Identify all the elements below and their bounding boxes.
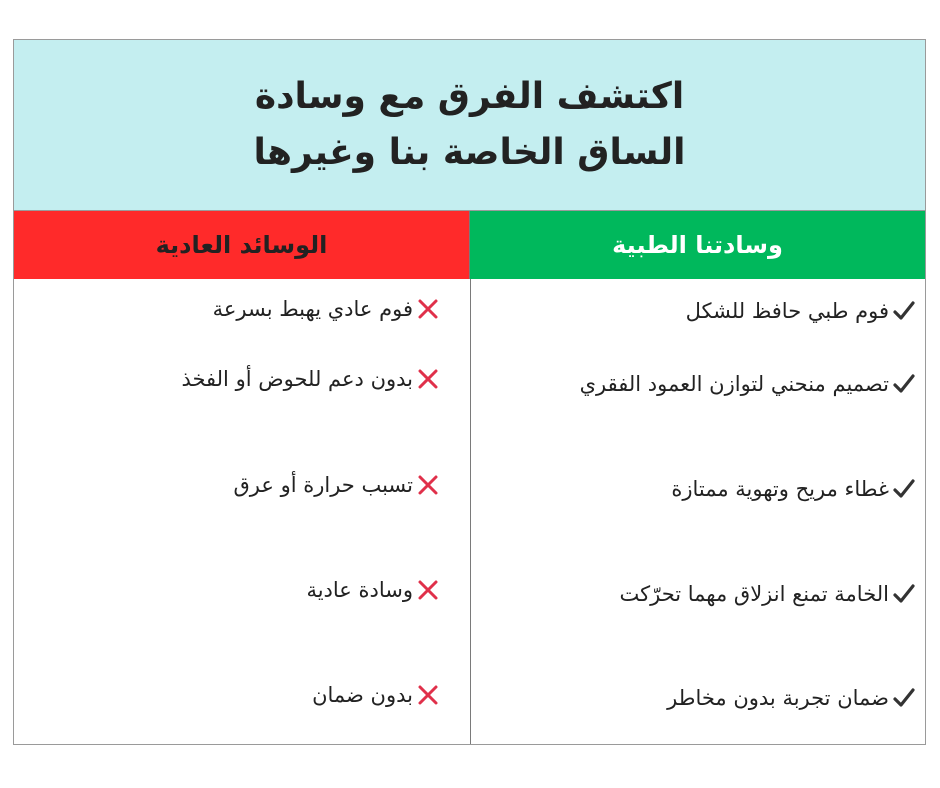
ours-list-item xyxy=(686,298,917,324)
regular-item-text: تسبب حرارة أو عرق xyxy=(233,473,413,497)
comparison-table xyxy=(13,39,926,745)
column-divider xyxy=(470,279,471,744)
cross-icon xyxy=(415,366,441,392)
check-icon xyxy=(891,581,917,607)
check-icon xyxy=(891,298,917,324)
regular-header-label: الوسائد العادية xyxy=(155,231,328,259)
check-icon xyxy=(891,476,917,502)
ours-item-text: ضمان تجربة بدون مخاطر xyxy=(667,686,889,710)
regular-item-text: بدون دعم للحوض أو الفخذ xyxy=(181,367,413,391)
ours-list-item xyxy=(667,685,917,711)
ours-header-label: وسادتنا الطبية xyxy=(612,231,783,259)
regular-item-text: فوم عادي يهبط بسرعة xyxy=(212,297,413,321)
ours-list-item xyxy=(671,476,917,502)
check-icon xyxy=(891,685,917,711)
title-line-1: اكتشف الفرق مع وسادة xyxy=(254,76,685,117)
page-title xyxy=(254,69,686,181)
ours-list-item xyxy=(619,581,917,607)
ours-item-text: الخامة تمنع انزلاق مهما تحرّكت xyxy=(619,582,889,606)
regular-list-item xyxy=(234,472,442,498)
regular-list-item xyxy=(306,577,441,603)
ours-item-text: فوم طبي حافظ للشكل xyxy=(685,299,889,323)
cross-icon xyxy=(415,682,441,708)
ours-list-item xyxy=(580,371,917,397)
cross-icon xyxy=(415,296,441,322)
regular-list-item xyxy=(213,296,441,322)
regular-item-text: بدون ضمان xyxy=(312,683,413,707)
ours-item-text: غطاء مريح وتهوية ممتازة xyxy=(671,477,889,501)
our-pillows-header xyxy=(470,211,925,279)
cross-icon xyxy=(415,472,441,498)
regular-item-text: وسادة عادية xyxy=(306,578,413,602)
title-line-2: الساق الخاصة بنا وغيرها xyxy=(253,132,686,173)
check-icon xyxy=(891,371,917,397)
title-banner xyxy=(14,40,925,211)
regular-pillows-header xyxy=(14,211,470,279)
ours-item-text: تصميم منحني لتوازن العمود الفقري xyxy=(579,372,889,396)
regular-list-item xyxy=(312,682,441,708)
regular-list-item xyxy=(181,366,441,392)
cross-icon xyxy=(415,577,441,603)
